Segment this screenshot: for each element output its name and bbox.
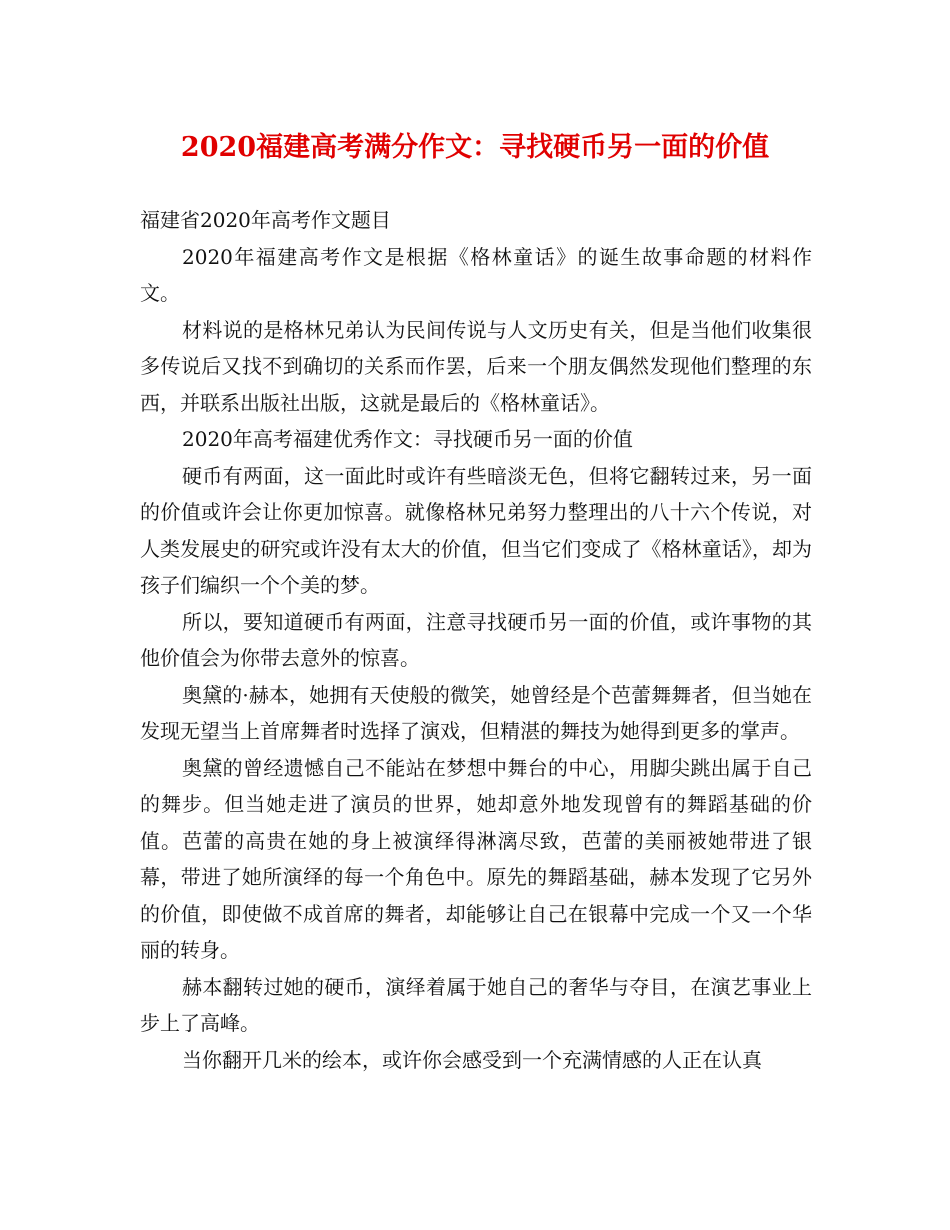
paragraph-4: 2020年高考福建优秀作文：寻找硬币另一面的价值 — [182, 427, 633, 451]
paragraph-6: 所以，要知道硬币有两面，注意寻找硬币另一面的价值，或许事物的其他价值会为你带去意外的惊喜。 — [140, 609, 812, 670]
paragraph-9: 赫本翻转过她的硬币，演绎着属于她自己的奢华与夺目，在演艺事业上步上了高峰。 — [140, 974, 812, 1035]
paragraph-5: 硬币有两面，这一面此时或许有些暗淡无色，但将它翻转过来，另一面的价值或许会让你更加惊喜。就像格林兄弟努力整理出的八十六个传说，对人类发展史的研究或许没有太大的价值，但当它们变成了《格林童话》，却为孩子们编织一个个美的梦。 — [140, 463, 812, 597]
paragraph-2: 2020年福建高考作文是根据《格林童话》的诞生故事命题的材料作文。 — [140, 244, 812, 305]
paragraph-8: 奥黛的曾经遗憾自己不能站在梦想中舞台的中心，用脚尖跳出属于自己的舞步。但当她走进了演员的世界，她却意外地发现曾有的舞蹈基础的价值。芭蕾的高贵在她的身上被演绎得淋漓尽致，芭蕾的美丽被她带进了银幕，带进了她所演绎的每一个角色中。原先的舞蹈基础，赫本发现了它另外的价值，即使做不成首席的舞者，却能够让自己在银幕中完成一个又一个华丽的转身。 — [140, 755, 812, 962]
paragraph-3: 材料说的是格林兄弟认为民间传说与人文历史有关，但是当他们收集很多传说后又找不到确切的关系而作罢，后来一个朋友偶然发现他们整理的东西，并联系出版社出版，这就是最后的《格林童话》。 — [140, 317, 812, 415]
document-body — [140, 202, 812, 1078]
paragraph-10: 当你翻开几米的绘本，或许你会感受到一个充满情感的人正在认真 — [182, 1047, 762, 1072]
document-title: 2020福建高考满分作文：寻找硬币另一面的价值 — [180, 132, 770, 163]
paragraph-1: 福建省2020年高考作文题目 — [140, 208, 391, 232]
paragraph-7: 奥黛的·赫本，她拥有天使般的微笑，她曾经是个芭蕾舞舞者，但当她在发现无望当上首席舞者时选择了演戏，但精湛的舞技为她得到更多的掌声。 — [140, 682, 812, 743]
